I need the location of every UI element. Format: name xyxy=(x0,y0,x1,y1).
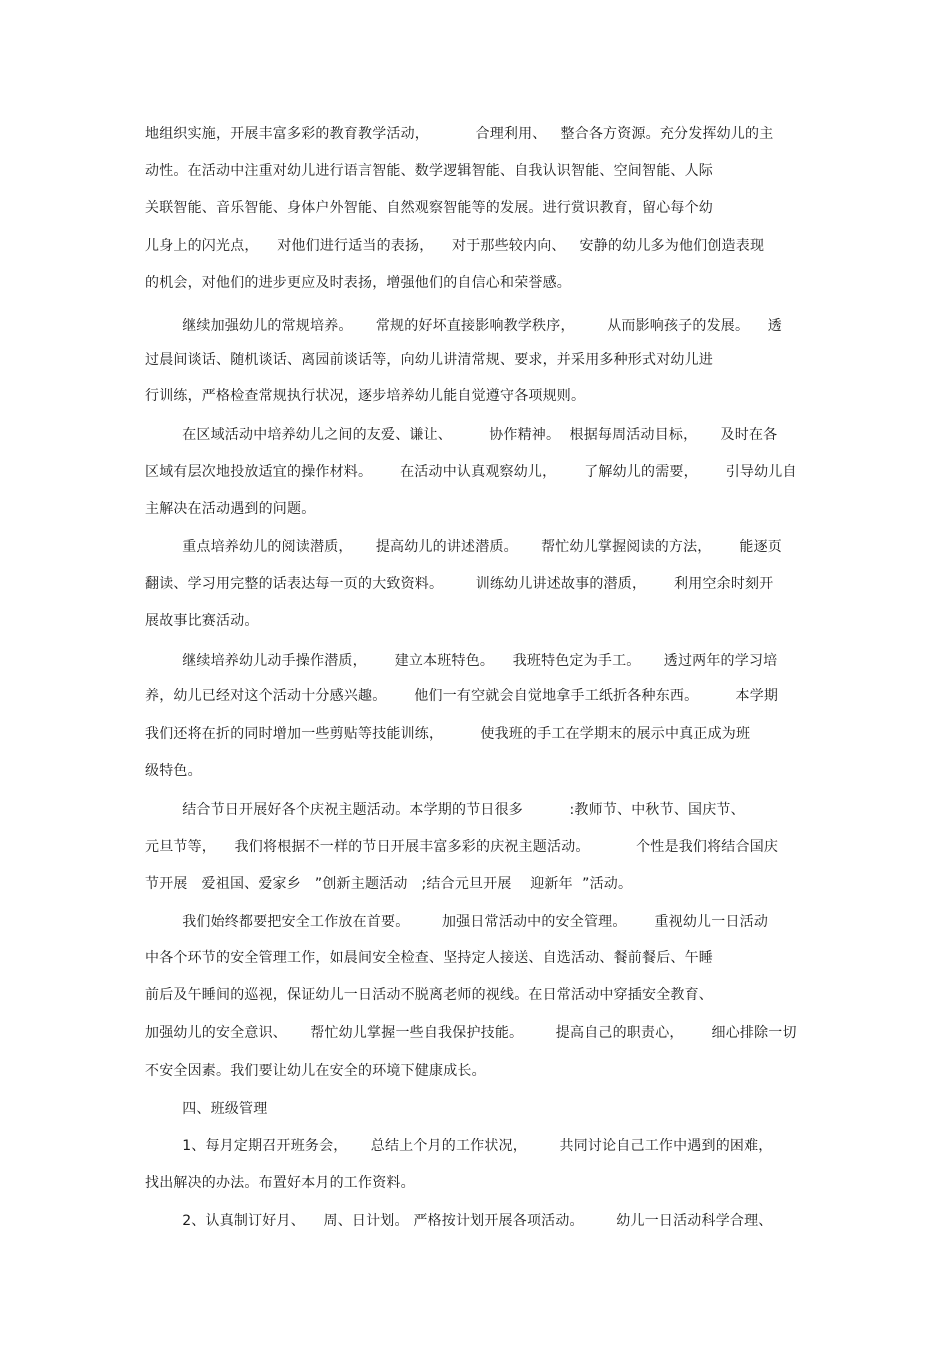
text-line: 结合节日开展好各个庆祝主题活动。本学期的节日很多 :教师节、中秋节、国庆节、 xyxy=(145,802,745,818)
text-line: 重点培养幼儿的阅读潜质， 提高幼儿的讲述潜质。 帮忙幼儿掌握阅读的方法， 能逐页 xyxy=(145,539,783,555)
text-line: 1、每月定期召开班务会， 总结上个月的工作状况， 共同讨论自己工作中遇到的困难， xyxy=(145,1138,773,1154)
text-line: 过晨间谈话、随机谈话、离园前谈话等，向幼儿讲清常规、要求，并采用多种形式对幼儿进 xyxy=(145,352,713,368)
text-line: 养，幼儿已经对这个活动十分感兴趣。 他们一有空就会自觉地拿手工纸折各种东西。 本学期 xyxy=(145,688,779,704)
text-line: 继续加强幼儿的常规培养。 常规的好坏直接影响教学秩序， 从而影响孩子的发展。 透 xyxy=(145,318,783,334)
text-line: 地组织实施，开展丰富多彩的教育教学活动， 合理利用、 整合各方资源。充分发挥幼儿的主 xyxy=(145,126,774,142)
text-line: 在区域活动中培养幼儿之间的友爱、谦让、 协作精神。 根据每周活动目标， 及时在各 xyxy=(145,427,778,443)
text-line: 关联智能、音乐智能、身体户外智能、自然观察智能等的发展。进行赏识教育，留心每个幼 xyxy=(145,200,713,216)
section-heading: 四、班级管理 xyxy=(145,1101,268,1117)
text-line: 翻读、学习用完整的话表达每一页的大致资料。 训练幼儿讲述故事的潜质， 利用空余时刻开 xyxy=(145,576,774,592)
text-line: 加强幼儿的安全意识、 帮忙幼儿掌握一些自我保护技能。 提高自己的职责心， 细心排除一切 xyxy=(145,1025,797,1041)
text-line: 级特色。 xyxy=(145,763,202,779)
text-line: 节开展 爱祖国、爱家乡 ”创新主题活动 ;结合元旦开展 迎新年 ”活动。 xyxy=(145,876,633,892)
text-line: 我们始终都要把安全工作放在首要。 加强日常活动中的安全管理。 重视幼儿一日活动 xyxy=(145,914,769,930)
text-line: 中各个环节的安全管理工作，如晨间安全检查、坚持定人接送、自选活动、餐前餐后、午睡 xyxy=(145,950,713,966)
text-line: 元旦节等， 我们将根据不一样的节日开展丰富多彩的庆祝主题活动。 个性是我们将结合国庆 xyxy=(145,839,779,855)
text-line: 主解决在活动遇到的问题。 xyxy=(145,501,316,517)
text-line: 2、认真制订好月、 周、日计划。 严格按计划开展各项活动。 幼儿一日活动科学合理、 xyxy=(145,1213,773,1229)
text-line: 区域有层次地投放适宜的操作材料。 在活动中认真观察幼儿， 了解幼儿的需要， 引导幼儿自 xyxy=(145,464,797,480)
text-line: 找出解决的办法。布置好本月的工作资料。 xyxy=(145,1175,415,1191)
text-line: 行训练，严格检查常规执行状况，逐步培养幼儿能自觉遵守各项规则。 xyxy=(145,388,586,404)
text-line: 我们还将在折的同时增加一些剪贴等技能训练， 使我班的手工在学期末的展示中真正成为班 xyxy=(145,726,751,742)
text-line: 动性。在活动中注重对幼儿进行语言智能、数学逻辑智能、自我认识智能、空间智能、人际 xyxy=(145,163,713,179)
text-line: 不安全因素。我们要让幼儿在安全的环境下健康成长。 xyxy=(145,1063,486,1079)
text-line: 展故事比赛活动。 xyxy=(145,613,259,629)
text-line: 继续培养幼儿动手操作潜质， 建立本班特色。 我班特色定为手工。 透过两年的学习培 xyxy=(145,653,778,669)
text-line: 的机会，对他们的进步更应及时表扬，增强他们的自信心和荣誉感。 xyxy=(145,275,571,291)
text-line: 儿身上的闪光点， 对他们进行适当的表扬， 对于那些较内向、 安静的幼儿多为他们创造表现 xyxy=(145,238,765,254)
text-line: 前后及午睡间的巡视，保证幼儿一日活动不脱离老师的视线。在日常活动中穿插安全教育、 xyxy=(145,987,713,1003)
